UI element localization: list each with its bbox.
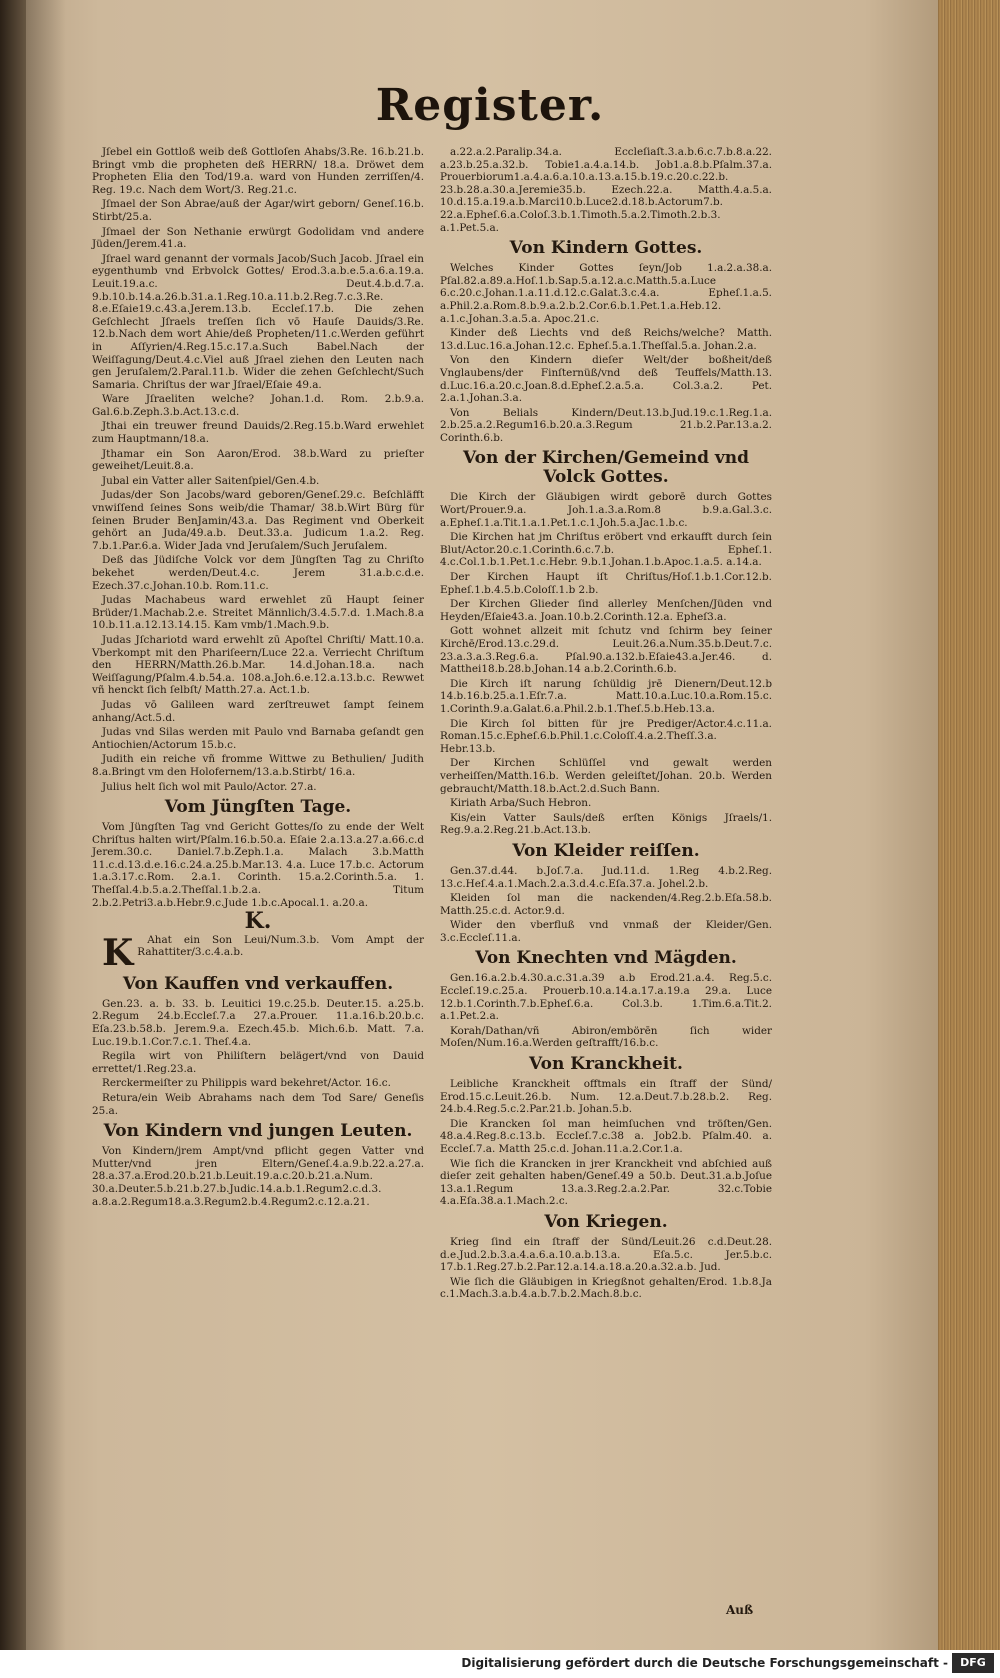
register-entry: Kis/ein Vatter Sauls/deß erſten Königs Jſraels/1. Reg.9.a.2.Reg.21.b.Act.13.b.	[440, 811, 772, 837]
catchword: Auß	[726, 1603, 754, 1617]
register-entry: Von Kindern/jrem Ampt/vnd pflicht gegen Vatter vnd Mutter/vnd jren Eltern/Geneſ.4.a.9.b.22.a.27.a. 28.a.37.a.Erod.20.b.21.b.Leuit.19.a.c.20.b.21.a.Num. 30.a.Deuter.5.b.21.b.27.b.Judic.14.a.b.1.Regum2.c.d.3. a.8.a.2.Regum18.a.3.Regum2.b.4.Regum2.c.12.a.21.	[92, 1145, 424, 1208]
decorated-initial: K	[102, 931, 134, 974]
left-entries-1	[92, 146, 424, 793]
register-entry: Jſrael ward genannt der vormals Jacob/Such Jacob. Jſrael ein eygenthumb vnd Erbvolck Gottes/ Erod.3.a.b.e.5.a.6.a.19.a. Leuit.19.a.c. Deut.4.b.d.7.a. 9.b.10.b.14.a.26.b.31.a.1.Reg.10.a.11.b.2.Reg.7.c.3.Re. 8.e.Eſaie19.c.43.a.Jerem.13.b. Eccleſ.17.b. Die zehen Geſchlecht Jſraels treſſen ſich vō Hauſe Dauids/3.Re. 12.b.Nach dem wort Ahie/deß Propheten/11.c.Werden geführt in Aſſyrien/4.Reg.15.c.17.a.Such Babel.Nach der Weiſſagung/Deut.4.c.Viel auß Jſrael ziehen den Leuten nach gen Jeruſalem/2.Paral.11.b. Wider die zehen Geſchlecht/Such Samaria. Chriſtus der war Jſrael/Eſaie 49.a.	[92, 252, 424, 391]
register-entry: Gen.16.a.2.b.4.30.a.c.31.a.39 a.b Erod.21.a.4. Reg.5.c. Eccleſ.19.c.25.a. Prouerb.10.a.14.a.17.a.19.a 29.a. Luce 12.b.1.Corinth.7.b.Epheſ.6.a. Col.3.b. 1.Tim.6.a.Tit.2. a.1.Pet.2.a.	[440, 972, 772, 1023]
register-entry: Kleiden ſol man die nackenden/4.Reg.2.b.Eſa.58.b. Matth.25.c.d. Actor.9.d.	[440, 892, 772, 917]
register-entry: Judas/der Son Jacobs/ward geboren/Geneſ.29.c. Beſchläfft vnwiſſend ſeines Sons weib/die Thamar/ 38.b.Wirt Bürg für ſeinen Bruder BenJamin/43.a. Das Regiment vnd Oberkeit gehört an Juda/49.a.b. Deut.33.a. Judicum 1.a.2. Reg. 7.b.1.Par.6.a. Wider Jada vnd Jeruſalem/Such Jeruſalem.	[92, 489, 424, 552]
register-entry: Rerckermeiſter zu Philippis ward bekehret/Actor. 16.c.	[102, 1077, 391, 1090]
fore-edge	[938, 0, 1000, 1650]
register-entry: Kinder deß Liechts vnd deß Reichs/welche? Matth. 13.d.Luc.16.a.Johan.12.c. Epheſ.5.a.1.Theſſal.5.a. Johan.2.a.	[440, 327, 772, 352]
register-entry: Wie ſich die Gläubigen in Kriegßnot gehalten/Erod. 1.b.8.Ja c.1.Mach.3.a.b.4.a.b.7.b.2.Mach.8.b.c.	[440, 1275, 772, 1301]
heading-juengsten-tage: Vom Jüngſten Tage.	[164, 797, 352, 818]
register-entry: Judas Machabeus ward erwehlet zū Haupt ſeiner Brüder/1.Machab.2.e. Streitet Männlich/3.4.5.7.d. 1.Mach.8.a 10.b.11.a.12.13.14.15. Kam vmb/1.Mach.9.b.	[92, 594, 424, 632]
register-entry: Jſebel ein Gottloß weib deß Gottloſen Ahabs/3.Re. 16.b.21.b. Bringt vmb die propheten deß HERRN/ 18.a. Dröwet dem Propheten Elia den Tod/19.a. ward von Hunden zerriſſen/4. Reg. 19.c. Nach dem Wort/3. Reg.21.c.	[92, 146, 424, 196]
right-entries-5	[440, 972, 772, 1050]
page-title: Register.	[375, 80, 605, 131]
register-entry: Jubal ein Vatter aller Saitenſpiel/Gen.4.b.	[102, 474, 320, 487]
right-entries-7	[440, 1236, 772, 1301]
right-column	[440, 146, 772, 1303]
register-entry: Welches Kinder Gottes ſeyn/Job 1.a.2.a.38.a. Pſal.82.a.89.a.Hoſ.1.b.Sap.5.a.12.a.c.Matth.5.a.Luce 6.c.20.c.Johan.1.a.11.d.12.c.Galat.3.c.4.a. Epheſ.1.a.5. a.Phil.2.a.Rom.8.b.9.a.2.b.2.Cor.6.b.1.Pet.1.a.Heb.12. a.1.c.Johan.3.a.5.a. Apoc.21.c.	[440, 262, 772, 325]
register-entry: Wider den vberfluß vnd vnmaß der Kleider/Gen. 3.c.Eccleſ.11.a.	[440, 919, 772, 944]
register-entry: Wie ſich die Krancken in jrer Kranckheit vnd abſchied auß dieſer zeit gehalten haben/Geneſ.49 a 50.b. Deut.31.a.b.Joſue 13.a.1.Regum 13.a.3.Reg.2.a.2.Par. 32.c.Tobie 4.a.Eſa.38.a.1.Mach.2.c.	[440, 1157, 772, 1208]
register-entry: Der Kirchen Haupt iſt Chriſtus/Hoſ.1.b.1.Cor.12.b. Epheſ.1.b.4.5.b.Coloſſ.1.b 2.b.	[440, 571, 772, 596]
heading-kauffen: Von Kauffen vnd verkauffen.	[122, 973, 394, 994]
register-entry: Gott wohnet allzeit mit ſchutz vnd ſchirm bey ſeiner Kirchē/Erod.13.c.29.d. Leuit.26.a.Num.35.b.Deut.7.c. 23.a.3.a.3.Reg.6.a. Pſal.90.a.132.b.Eſaie43.a.Jer.46. d. Matthei18.b.28.b.Johan.14 a.b.2.Corinth.6.b.	[440, 625, 772, 676]
register-entry: Leibliche Kranckheit offtmals ein ſtraff der Sünd/ Erod.15.c.Leuit.26.b. Num. 12.a.Deut.7.b.28.b.2. Reg. 24.b.4.Reg.5.c.2.Par.21.b. Johan.5.b.	[440, 1078, 772, 1116]
register-entry: Die Kirch ſol bitten für jre Prediger/Actor.4.c.11.a. Roman.15.c.Epheſ.6.b.Phil.1.c.Coloſſ.4.a.2.Theſſ.3.a. Hebr.13.b.	[440, 717, 772, 755]
dfg-logo: DFG	[952, 1653, 994, 1673]
heading-kleider: Von Kleider reiſſen.	[512, 840, 700, 861]
heading-kranckheit: Von Kranckheit.	[529, 1054, 683, 1075]
register-entry: Judas Jſchariotd ward erwehlt zū Apoſtel Chriſti/ Matt.10.a. Vberkompt mit den Phariſeern/Luce 22.a. Verriecht Chriſtum den HERRN/Matth.26.b.Mar. 14.d.Johan.18.a. nach Weiſſagung/Pſalm.4.b.54.a. 108.a.Joh.6.e.12.a.13.b.c. Rewwet vñ henckt ſich ſelbſt/ Matth.27.a. Act.1.b.	[92, 633, 424, 697]
heading-knechten: Von Knechten vnd Mägden.	[475, 948, 737, 969]
register-entry: Von Belials Kindern/Deut.13.b.Jud.19.c.1.Reg.1.a. 2.b.25.a.2.Regum16.b.20.a.3.Regum 21.b.2.Par.13.a.2. Corinth.6.b.	[440, 406, 772, 444]
left-entries-3	[92, 998, 424, 1117]
right-entries-6	[440, 1078, 772, 1208]
register-entry: Jſmael der Son Nethanie erwürgt Godolidam vnd andere Jüden/Jerem.41.a.	[92, 225, 424, 251]
register-entry: Regila wirt von Philiſtern belägert/vnd von Dauid errettet/1.Reg.23.a.	[92, 1050, 424, 1075]
left-entries-2	[92, 821, 424, 909]
register-entry: Judas vnd Silas werden mit Paulo vnd Barnaba geſandt gen Antiochien/Actorum 15.b.c.	[92, 726, 424, 751]
register-entry: Der Kirchen Glieder ſind allerley Menſchen/Jüden vnd Heyden/Eſaie43.a. Joan.10.b.2.Corinth.12.a. Epheſ3.a.	[440, 598, 772, 623]
register-entry: Vom Jüngſten Tag vnd Gericht Gottes/ſo zu ende der Welt Chriſtus halten wirt/Pſalm.16.b.50.a. Eſaie 2.a.13.a.27.a.66.c.d Jerem.30.c. Daniel.7.b.Zeph.1.a. Malach 3.b.Matth 11.c.d.13.d.e.16.c.24.a.25.b.Mar.13. 4.a. Luce 17.b.c. Actorum 1.a.3.17.c.Rom. 2.a.1. Corinth. 15.a.2.Corinth.5.a. 1. Theſſal.4.b.5.a.2.Theſſal.1.b.2.a. Titum 2.b.2.Petri3.a.b.Hebr.9.c.Jude 1.b.c.Apocal.1. a.20.a.	[92, 821, 424, 909]
heading-kindern-jungen-leuten: Von Kindern vnd jungen Leuten.	[103, 1121, 413, 1142]
register-entry: Gen.23. a. b. 33. b. Leuitici 19.c.25.b. Deuter.15. a.25.b. 2.Regum 24.b.Eccleſ.7.a 27.a.Prouer. 11.a.16.b.20.b.c. Eſa.23.b.58.b. Jerem.9.a. Ezech.45.b. Mich.6.b. Matt. 7.a. Luc.19.b.1.Cor.7.c.1. Theſ.4.a.	[92, 997, 424, 1048]
heading-kindern-gottes: Von Kindern Gottes.	[509, 238, 703, 259]
register-entry: Von den Kindern dieſer Welt/der boßheit/deß Vnglaubens/der Finſternüß/vnd deß Teuffels/Matth.13. d.Luc.16.a.20.c.Joan.8.d.Epheſ.2.a.5.a. Col.3.a.2. Pet. 2.a.1.Johan.3.a.	[440, 354, 772, 405]
register-entry: Die Kirch iſt narung ſchüldig jrē Dienern/Deut.12.b 14.b.16.b.25.a.1.Eſr.7.a. Matt.10.a.Luc.10.a.Rom.15.c. 1.Corinth.9.a.Galat.6.a.Phil.2.b.1.Theſ.5.b.Heb.13.a.	[440, 677, 772, 715]
letter-k: K.	[244, 908, 272, 935]
footer-credit: Digitalisierung gefördert durch die Deutsche Forschungsgemeinschaft -	[461, 1656, 948, 1670]
register-entry: Jthai ein treuwer freund Dauids/2.Reg.15.b.Ward erwehlet zum Hauptmann/18.a.	[92, 420, 424, 446]
register-entry: Julius helt ſich wol mit Paulo/Actor. 27.a.	[102, 780, 317, 793]
register-entry: Die Kirchen hat jm Chriſtus eröbert vnd erkaufft durch ſein Blut/Actor.20.c.1.Corinth.6.c.7.b. Epheſ.1. 4.c.Col.1.b.1.Pet.1.c.Hebr. 9.b.1.Johan.1.b.Apoc.1.a.5. a.14.a.	[440, 531, 772, 569]
register-entry: Ware Jſraeliten welche? Johan.1.d. Rom. 2.b.9.a. Gal.6.b.Zeph.3.b.Act.13.c.d.	[92, 393, 424, 418]
register-entry: Jthamar ein Son Aaron/Erod. 38.b.Ward zu prieſter geweihet/Leuit.8.a.	[92, 447, 424, 473]
k-entry-text: Ahat ein Son Leui/Num.3.b. Vom Ampt der Rahattiter/3.c.4.a.b.	[137, 933, 424, 959]
register-entry: Retura/ein Weib Abrahams nach dem Tod Sare/ Geneſis 25.a.	[92, 1092, 424, 1117]
register-entry: a.22.a.2.Paralip.34.a. Eccleſiaſt.3.a.b.6.c.7.b.8.a.22. a.23.b.25.a.32.b. Tobie1.a.4.a.14.b. Job1.a.8.b.Pſalm.37.a. Prouerbiorum1.a.4.a.6.a.10.a.13.a.15.b.19.c.20.c.22.b. 23.b.28.a.30.a.Jeremie35.b. Ezech.22.a. Matth.4.a.5.a. 10.d.15.a.19.a.b.Marci10.b.Luce2.d.18.b.Actorum7.b. 22.a.Epheſ.6.a.Coloſ.3.b.1.Timoth.5.a.2.Timoth.2.b.3. a.1.Pet.5.a.	[440, 146, 772, 234]
register-entry: Jſmael der Son Abrae/auß der Agar/wirt geborn/ Geneſ.16.b. Stirbt/25.a.	[92, 198, 424, 223]
register-entry: Kiriath Arba/Such Hebron.	[450, 797, 592, 810]
right-entries-2	[440, 262, 772, 444]
k-entry	[92, 931, 424, 974]
left-column	[92, 146, 424, 1210]
register-entry: Deß das Jüdiſche Volck vor dem Jüngſten Tag zu Chriſto bekehet werden/Deut.4.c. Jerem 31.a.b.c.d.e. Ezech.37.c.Johan.10.b. Rom.11.c.	[92, 554, 424, 592]
register-entry: Gen.37.d.44. b.Joſ.7.a. Jud.11.d. 1.Reg 4.b.2.Reg. 13.c.Heſ.4.a.1.Mach.2.a.3.d.4.c.Eſa.37.a. Johel.2.b.	[440, 864, 772, 890]
register-entry: Die Krancken ſol man heimſuchen vnd tröſten/Gen. 48.a.4.Reg.8.c.13.b. Eccleſ.7.c.38 a. Job2.b. Pſalm.40. a. Eccleſ.7.a. Matth 25.c.d. Johan.11.a.2.Cor.1.a.	[440, 1117, 772, 1155]
register-entry: Die Kirch der Gläubigen wirdt geborē durch Gottes Wort/Prouer.9.a. Joh.1.a.3.a.Rom.8 b.9.a.Gal.3.c. a.Epheſ.1.a.Tit.1.a.1.Pet.1.c.1.Joh.5.a.Jac.1.b.c.	[440, 491, 772, 529]
register-entry: Der Kirchen Schlüſſel vnd gewalt werden verheiſſen/Matth.16.b. Werden geleiſtet/Johan. 20.b. Werden gebraucht/Matth.18.b.Act.2.d.Such Bann.	[440, 757, 772, 795]
register-entry: Judith ein reiche vñ fromme Wittwe zu Bethulien/ Judith 8.a.Bringt vm den Holofernem/13.a.b.Stirbt/ 16.a.	[92, 753, 424, 778]
heading-kriegen: Von Kriegen.	[544, 1211, 668, 1232]
register-entry: Krieg ſind ein ſtraff der Sünd/Leuit.26 c.d.Deut.28. d.e.Jud.2.b.3.a.4.a.6.a.10.a.b.13.a. Eſa.5.c. Jer.5.b.c. 17.b.1.Reg.27.b.2.Par.12.a.14.a.18.a.20.a.32.a.b. Jud.	[440, 1235, 772, 1274]
right-entries-4	[440, 865, 772, 945]
left-entries-4	[92, 1145, 424, 1208]
register-entry: Korah/Dathan/vñ Abiron/embörēn ſich wider Moſen/Num.16.a.Werden geſtrafft/16.b.c.	[440, 1024, 772, 1050]
right-entries-3	[440, 491, 772, 836]
gutter-shadow	[26, 0, 66, 1650]
right-entries-1	[440, 146, 772, 234]
binding-edge	[0, 0, 28, 1650]
register-entry: Judas vō Galileen ward zerſtreuwet ſampt ſeinem anhang/Act.5.d.	[92, 698, 424, 724]
heading-kirchen: Von der Kirchen/Gemeind vnd Volck Gottes.	[463, 448, 749, 488]
